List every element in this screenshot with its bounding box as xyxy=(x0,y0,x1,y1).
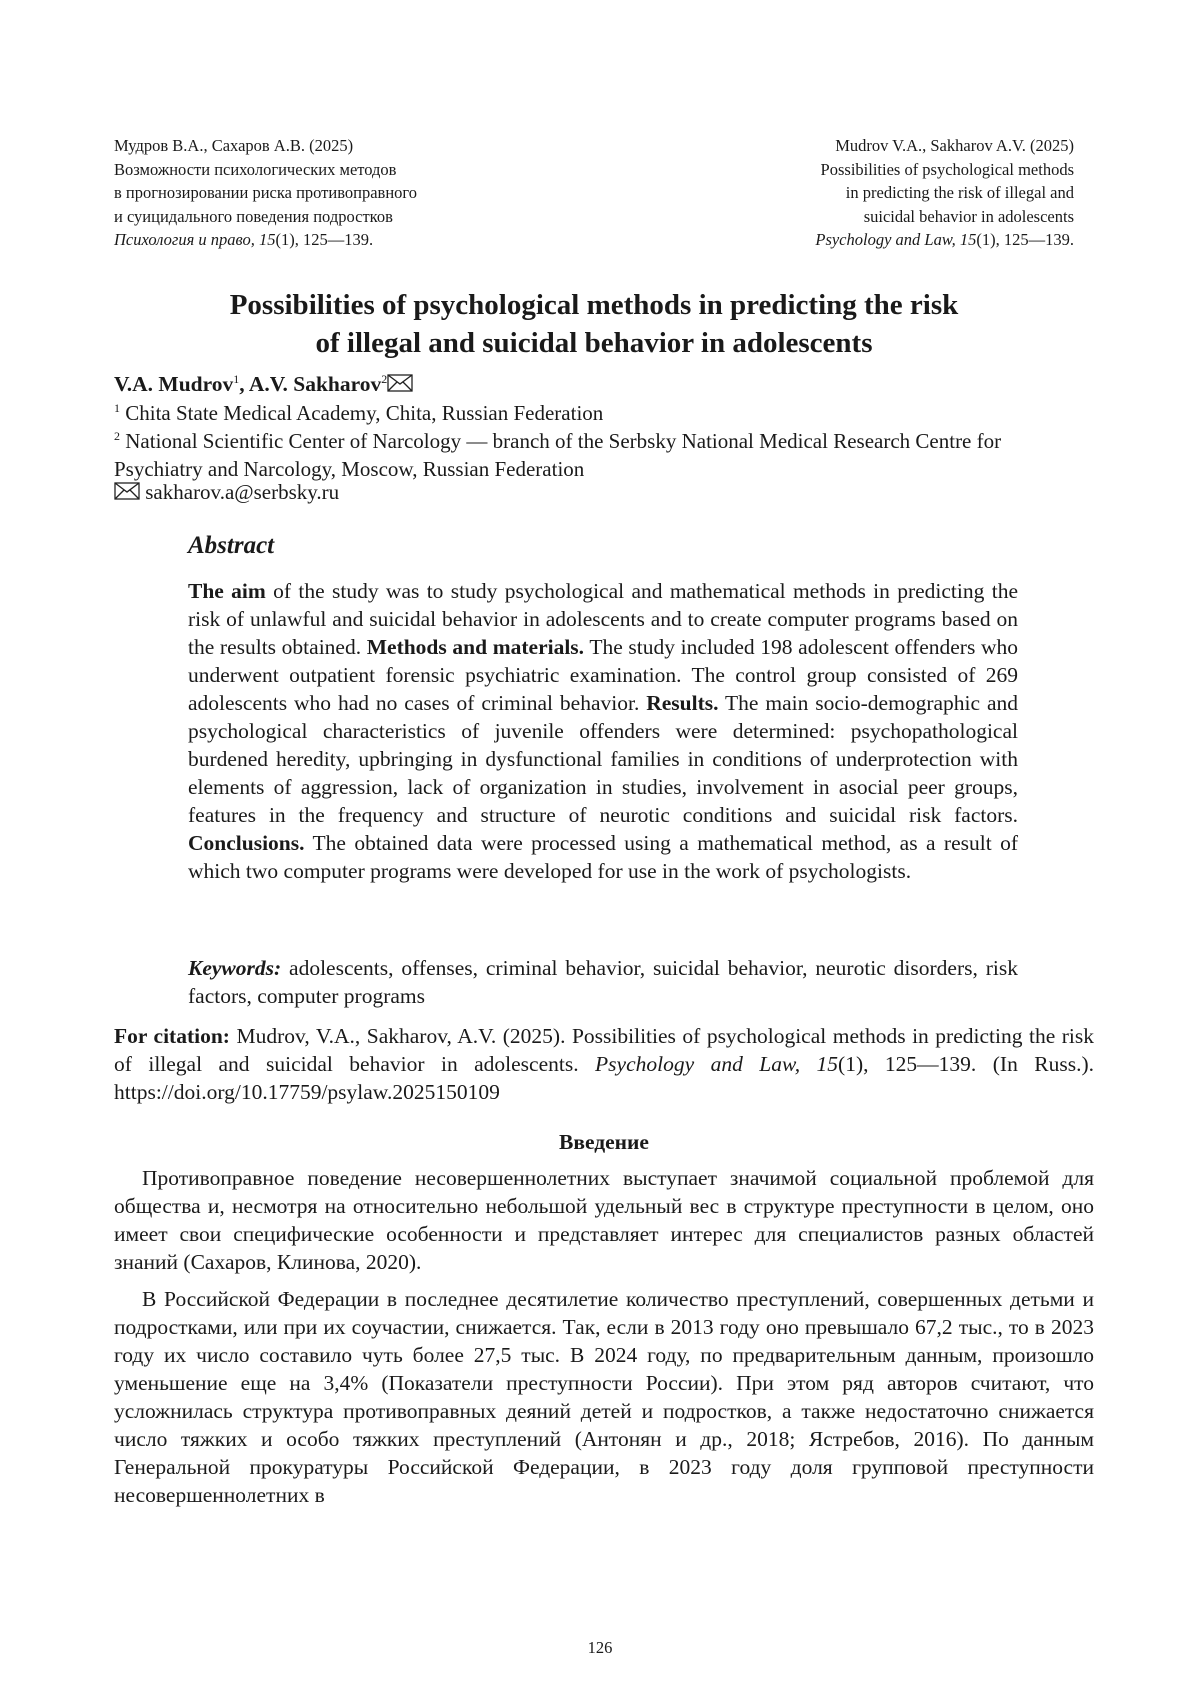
header-en-title-line2: in predicting the risk of illegal and xyxy=(845,183,1074,202)
abstract-results-text: The main socio-demographic and psychological characteristics of juvenile offenders were determined: psychopathological burdened heredity, upbringing in dysfunctional families in conditions of underprotection with elements of aggression, lack of organization in studies, involvement in asocial peer groups, features in the frequency and structure of neurotic conditions and suicidal risk factors. xyxy=(188,691,1018,827)
citation-text-2[interactable]: (1), 125—139. (In Russ.). https://doi.org/10.17759/psylaw.2025150109 xyxy=(114,1052,1094,1104)
author-separator: , xyxy=(239,372,249,396)
author-2-name: A.V. Sakharov xyxy=(248,372,382,396)
keywords-label: Keywords: xyxy=(188,956,282,980)
author-2-affiliation-mark: 2 xyxy=(381,372,388,386)
affiliation-2 xyxy=(114,422,1094,483)
header-en-volume: 15 xyxy=(959,230,977,249)
header-en-title-line1: Possibilities of psychological methods xyxy=(820,159,1074,179)
abstract-conclusions-text: The obtained data were processed using a mathematical method, as a result of which two computer programs were developed for use in the work of psychologists. xyxy=(188,831,1018,883)
abstract-results-label: Results. xyxy=(646,691,719,715)
citation xyxy=(114,1022,1094,1106)
introduction-paragraph-2: В Российской Федерации в последнее десятилетие количество преступлений, совершенных детьми и подростками, или при их соучастии, снижается. Так, если в 2013 году оно превышало 67,2 тыс., то в 2023 году их число составило чуть более 27,5 тыс. В 2024 году, по предварительным данным, произошло уменьшение еще на 3,4% (Показатели преступности России). При этом ряд авторов считают, что усложнилась структура противоправных деяний детей и подростков, а также недостаточно снижается число тяжких и особо тяжких преступлений (Антонян и др., 2018; Ястребов, 2016). По данным Генеральной прокуратуры Российской Федерации, в 2023 году доля групповой преступности несовершеннолетних в xyxy=(114,1287,1094,1507)
header-en-journal xyxy=(614,228,1074,252)
abstract-aim-text: of the study was to study psychological and mathematical methods in predicting the risk of unlawful and suicidal behavior in adolescents and to create computer programs based on the results obtained. xyxy=(188,579,1018,659)
abstract-methods-label: Methods and materials. xyxy=(366,635,585,659)
header-en-issue-pages: (1), 125—139. xyxy=(976,230,1074,249)
affiliation-2-mark: 2 xyxy=(114,429,120,443)
header-english xyxy=(614,134,1074,252)
email-address-link[interactable]: sakharov.a@serbsky.ru xyxy=(145,480,340,504)
header-en-authors: Mudrov V.A., Sakharov A.V. (2025) xyxy=(835,136,1074,155)
introduction-paragraph-1: Противоправное поведение несовершеннолетних выступает значимой социальной проблемой для общества и, несмотря на относительно небольшой удельный вес в структуре преступности в целом, оно имеет свои специфические особенности и представляет интерес для специалистов разных областей знаний (Сахаров, Клинова, 2020). xyxy=(114,1166,1094,1274)
affiliation-2-text: National Scientific Center of Narcology — branch of the Serbsky National Medical Research Centre for Psychiatry and Narcology, Moscow, Russian Federation xyxy=(114,429,1002,481)
header-ru-journal-name: Психология и право, xyxy=(114,230,259,249)
header-russian xyxy=(114,134,574,252)
abstract-methods-text: The study included 198 adolescent offenders who underwent outpatient forensic psychiatric examination. The control group consisted of 269 adolescents who had no cases of criminal behavior. xyxy=(188,635,1019,715)
article-title xyxy=(114,286,1074,362)
page-number: 126 xyxy=(587,1638,613,1657)
header-ru-title-line2: в прогнозировании риска противоправного xyxy=(114,183,418,202)
citation-text-1: Mudrov, V.A., Sakharov, A.V. (2025). Possibilities of psychological methods in predicting the risk of illegal and suicidal behavior in adolescents. xyxy=(114,1024,1094,1076)
header-en-journal-name: Psychology and Law, xyxy=(815,230,960,249)
affiliation-1-text: Chita State Medical Academy, Chita, Russian Federation xyxy=(120,401,604,425)
header-ru-title-line1: Возможности психологических методов xyxy=(114,159,397,179)
abstract-conclusions-label: Conclusions. xyxy=(188,831,305,855)
header-ru-issue-pages: (1), 125—139. xyxy=(275,230,374,249)
author-1-affiliation-mark: 1 xyxy=(233,372,240,386)
header-ru-authors: Мудров В.А., Сахаров А.В. (2025) xyxy=(114,136,354,155)
header-ru-title-line3: и суицидального поведения подростков xyxy=(114,206,393,226)
header-ru-journal xyxy=(114,228,574,252)
citation-journal: Psychology and Law, 15 xyxy=(595,1052,839,1076)
author-1-name: V.A. Mudrov xyxy=(114,372,234,396)
citation-label: For citation: xyxy=(114,1024,230,1048)
header-en-title-line3: suicidal behavior in adolescents xyxy=(863,206,1074,226)
corresponding-email xyxy=(114,478,339,506)
envelope-icon xyxy=(387,374,413,392)
envelope-icon xyxy=(114,482,140,500)
article-title-line2: of illegal and suicidal behavior in adolescents xyxy=(315,327,873,359)
article-title-line1: Possibilities of psychological methods in predicting the risk xyxy=(229,289,959,321)
header-ru-volume: 15 xyxy=(258,230,276,249)
keywords xyxy=(188,954,1018,1010)
keywords-text: adolescents, offenses, criminal behavior, suicidal behavior, neurotic disorders, risk factors, computer programs xyxy=(188,956,1018,1008)
abstract-aim-label: The aim xyxy=(188,579,266,603)
section-heading-introduction: Введение xyxy=(559,1130,649,1154)
abstract-heading: Abstract xyxy=(188,532,275,559)
affiliation-1-mark: 1 xyxy=(114,401,120,415)
abstract-body xyxy=(188,577,1018,885)
